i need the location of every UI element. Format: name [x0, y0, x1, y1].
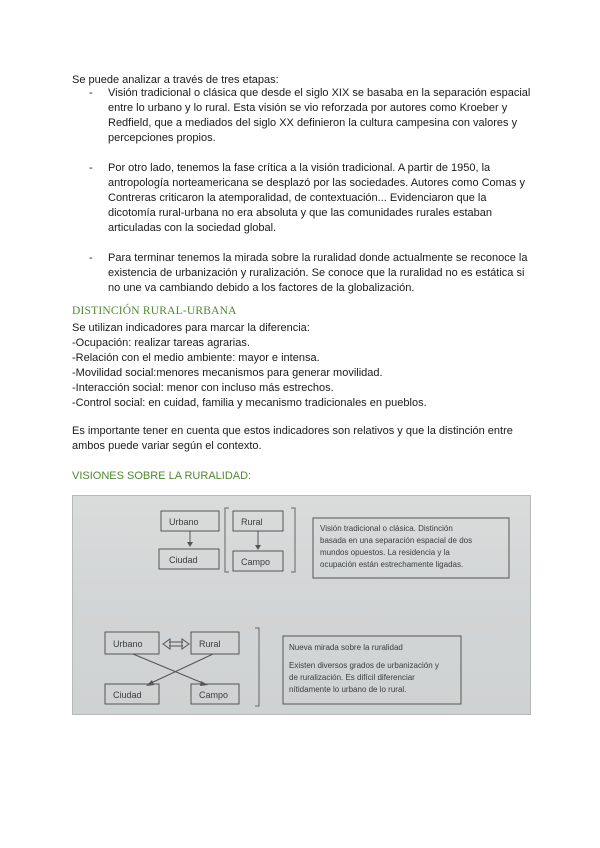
section-heading-distincion: DISTINCIÓN RURAL-URBANA: [72, 305, 237, 317]
caption-bottom-line: nítidamente lo urbano de lo rural.: [289, 685, 407, 694]
label-ciudad-top: Ciudad: [169, 555, 198, 565]
caption-bottom-title: Nueva mirada sobre la ruralidad: [289, 643, 403, 652]
rurality-diagram: [73, 496, 530, 714]
indicators-block: [72, 321, 542, 411]
list-bullet: -: [89, 87, 93, 99]
label-campo-top: Campo: [241, 557, 271, 567]
caption-top-line: ocupación están estrechamente ligadas.: [320, 560, 464, 569]
indicator-line: -Interacción social: menor con incluso más estrechos.: [72, 382, 334, 394]
arrow-head-campo: [255, 545, 261, 550]
caption-bottom-line: de ruralización. Es difícil diferenciar: [289, 673, 415, 682]
list-item-text: Para terminar tenemos la mirada sobre la ruralidad donde actualmente se reconoce la existencia de urbanización y ruralización. Se conoce que la ruralidad no es estática si no une va cambiando debido a los factores de la globalización.: [108, 252, 528, 294]
bracket-bottom-right: [255, 628, 259, 706]
section-heading-visiones: VISIONES SOBRE LA RURALIDAD:: [72, 470, 252, 482]
list-bullet: -: [89, 252, 93, 264]
double-arrow-right-head: [182, 639, 189, 649]
label-urbano-top: Urbano: [169, 517, 199, 527]
cross-arrow-rural-ciudad: [149, 654, 213, 684]
label-campo-bottom: Campo: [199, 690, 229, 700]
label-ciudad-bottom: Ciudad: [113, 690, 142, 700]
cross-arrow-head-ciudad: [146, 680, 154, 686]
indicator-line: -Relación con el medio ambiente: mayor e intensa.: [72, 352, 320, 364]
double-arrow-left-head: [163, 639, 170, 649]
list-item: [72, 161, 532, 236]
indicator-line: -Control social: en cuidad, familia y mecanismo tradicionales en pueblos.: [72, 397, 427, 409]
arrow-head-ciudad: [187, 542, 193, 547]
caption-bottom-line: Existen diversos grados de urbanización y: [289, 661, 439, 670]
label-rural-bottom: Rural: [199, 639, 221, 649]
indicator-line: -Ocupación: realizar tareas agrarias.: [72, 337, 250, 349]
indicator-line: -Movilidad social:menores mecanismos para generar movilidad.: [72, 367, 383, 379]
list-item-text: Visión tradicional o clásica que desde el siglo XIX se basaba en la separación espacial entre lo urbano y lo rural. Esta visión se vio reforzada por autores como Kroeber y Redfield, que a mediados del siglo XX definieron la cultura campesina con valores y percepciones propios.: [108, 87, 531, 144]
caption-top-line: basada en una separación espacial de dos: [320, 536, 473, 545]
label-rural-top: Rural: [241, 517, 263, 527]
caption-top-line: mundos opuestos. La residencia y la: [320, 548, 450, 557]
list-item: [72, 86, 532, 146]
list-item: [72, 251, 532, 296]
indicator-line: Se utilizan indicadores para marcar la diferencia:: [72, 322, 310, 334]
caption-top-line: Visión tradicional o clásica. Distinción: [320, 524, 453, 533]
bracket-top-left: [225, 508, 229, 572]
bracket-top-right: [291, 508, 295, 572]
stages-list: [72, 86, 532, 311]
label-urbano-bottom: Urbano: [113, 639, 143, 649]
list-bullet: -: [89, 162, 93, 174]
intro-text: Se puede analizar a través de tres etapas:: [72, 74, 279, 86]
list-item-text: Por otro lado, tenemos la fase crítica a la visión tradicional. A partir de 1950, la antropología norteamericana se desplazó por las sociedades. Autores como Comas y Contreras criticaron la atemporalidad, de contextuación... Evidenciaron que la dicotomía rural-urbana no era absoluta y que las comunidades rurales estaban articuladas con la sociedad global.: [108, 162, 526, 234]
rurality-diagram-image: [72, 495, 531, 715]
relative-note: Es importante tener en cuenta que estos indicadores son relativos y que la distinción entre ambos puede variar según el contexto.: [72, 425, 513, 452]
cross-arrow-urbano-campo: [133, 654, 205, 684]
